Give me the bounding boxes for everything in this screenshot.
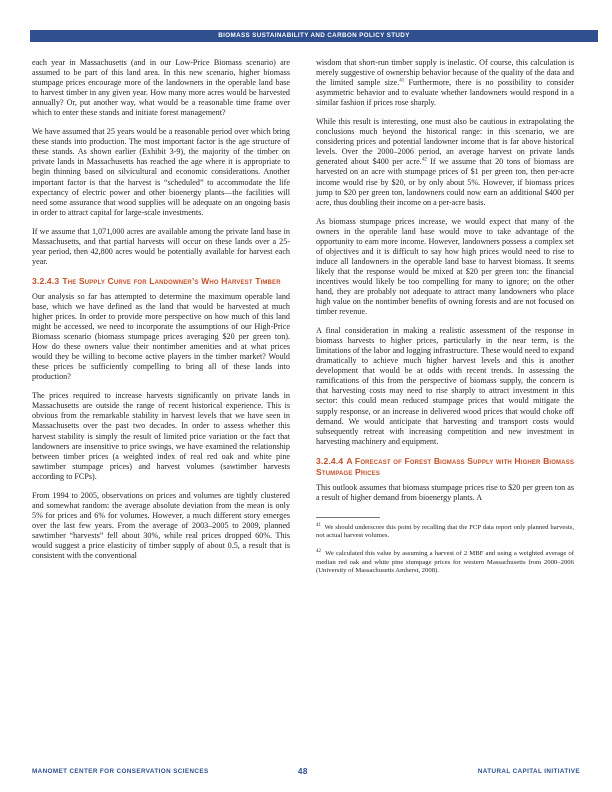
- footnote-text: We should underscore this point by recalling that the FCP data report only planned harvests, not actual harvest volumes.: [316, 523, 574, 540]
- section-title: A Forecast of Forest Biomass Supply with Higher Biomass Stumpage Prices: [316, 455, 574, 477]
- footnote-ref: 42: [421, 157, 427, 163]
- footnote: [316, 550, 574, 576]
- section-number: 3.2.4.4: [316, 455, 344, 466]
- paragraph: [316, 117, 574, 207]
- paragraph-text: Furthermore, there is no possibility to consider asymmetric behavior and to evaluate whether landowners would respond in a similar fashion if prices rose sharply.: [316, 78, 574, 108]
- paragraph: As biomass stumpage prices increase, we would expect that many of the owners in the operable land base would move to take advantage of the opportunity to earn more income. However, landowners possess a complex set of objectives and it is difficult to say how high prices would need to rise to induce all landowners in the operable land base to harvest biomass. It seems likely that the response would be mixed at $20 per green ton: the financial incentives would likely be too compelling for many to ignore; on the other hand, they are probably not adequate to attract many landowners who place high value on the nontimber benefits of owning forests and are not focused on timber revenue.: [316, 216, 574, 317]
- section-title: The Supply Curve for Landowner’s Who Harvest Timber: [62, 275, 281, 286]
- paragraph: This outlook assumes that biomass stumpage prices rise to $20 per green ton as a result of higher demand from bioenergy plants. A: [316, 482, 574, 502]
- paragraph-text: wisdom that short-run timber supply is inelastic. Of course, this calculation is merely suggestive of ownership behavior because of the quality of the data and the limited sample size.: [316, 58, 574, 88]
- paragraph: If we assume that 1,071,000 acres are available among the private land base in Massachusetts, and that partial harvests will occur on these lands over a 25-year period, then 42,800 acres would be potentially available for harvest each year.: [32, 226, 290, 266]
- page-footer: [32, 768, 580, 778]
- paragraph-text: If we assume that 20 tons of biomass are harvested on an acre with stumpage prices of $1 per green ton, then per-acre income would rise by $20, or by only about 5%. However, if biomass prices jump to $20 per green ton, landowners could now earn an additional $400 per acre, thus doubling their income on a per-acre basis.: [316, 157, 574, 207]
- paragraph: A final consideration in making a realistic assessment of the response in biomass harvests to higher prices, particularly in the near term, is the limitations of the labor and logging infrastructure. These would need to expand dramatically to achieve much higher harvest levels and this is another development that would be at odds with recent trends. In assessing the ramifications of this from the perspective of biomass supply, the concern is that harvesting costs may need to rise sharply to attract investment in this sector: this could mean reduced stumpage prices that would mitigate the supply response, or an increase in delivered wood prices that would choke off demand. We would anticipate that harvesting and transport costs would subsequently retreat with increasing competition and new investment in harvesting machinery and equipment.: [316, 326, 574, 446]
- footnote-divider: [316, 517, 380, 518]
- section-heading: [32, 276, 290, 287]
- paragraph: [316, 58, 574, 108]
- running-header: BIOMASS SUSTAINABILITY AND CARBON POLICY STUDY: [30, 30, 598, 42]
- footer-initiative: NATURAL CAPITAL INITIATIVE: [477, 768, 580, 775]
- footnote: [316, 524, 574, 541]
- section-heading: [316, 456, 574, 478]
- section-number: 3.2.4.3: [32, 275, 60, 286]
- right-column: [316, 58, 574, 585]
- footnote-ref: 41: [399, 78, 405, 84]
- paragraph: From 1994 to 2005, observations on prices and volumes are tightly clustered and somewhat random: the average absolute deviation from the mean is only 5% for prices and 6% for volumes. However, a much different story emerges over the last few years. From the average of 2003–2005 to 2009, planned sawtimber “harvests” fell about 30%, while real prices dropped 60%. This would suggest a price elasticity of timber supply of about 0.5, a result that is consistent with the conventional: [32, 490, 290, 561]
- paragraph: Our analysis so far has attempted to determine the maximum operable land base, which we have defined as the land that would be harvested at much higher prices. In order to provide more perspective on how much of this land might be accessed, we need to incorporate the assumptions of our High-Price Biomass scenario (biomass stumpage prices averaging $20 per green ton). How do these owners value their nontimber amenities and at what prices would they be willing to become active players in the timber market? Would these prices be sufficiently compelling to bring all of these lands into production?: [32, 291, 290, 382]
- paragraph: The prices required to increase harvests significantly on private lands in Massachusetts are outside the range of recent historical experience. This is obvious from the remarkable stability in harvest levels that we have seen in Massachusetts over the past two decades. In order to assess whether this harvest stability is simply the result of limited price variation or the fact that landowners are insensitive to price swings, we have examined the relationship between timber prices (a weighted index of real red oak and white pine sawtimber stumpage prices) and harvest volumes (sawtimber harvests according to FCPs).: [32, 391, 290, 481]
- paragraph-text: While this result is interesting, one must also be cautious in extrapolating the conclusions much beyond the historical range: in this scenario, we are considering prices and potential landowner income that is far above historical levels. Over the 2000–2006 period, an average harvest on private lands generated about $400 per acre.: [316, 117, 574, 167]
- left-column: [32, 58, 290, 570]
- footer-organization: MANOMET CENTER FOR CONSERVATION SCIENCES: [32, 768, 209, 775]
- footnote-number: 42: [316, 548, 321, 554]
- paragraph: We have assumed that 25 years would be a reasonable period over which bring these stands into production. The most important factor is the age structure of these stands. As shown earlier (Exhibit 3-9), the majority of the timber on private lands in Massachusetts has reached the age where it is appropriate to begin thinning based on silvicultural and economic considerations. Another important factor is that the harvest is “scheduled” to accommodate the life expectancy of electric power and other bioenergy plants—the facilities will need some assurance that wood supplies will be adequate on an ongoing basis in order to attract capital for large-scale investments.: [32, 127, 290, 217]
- footnote-text: We calculated this value by assuming a harvest of 2 MBF and using a weighted average of median red oak and white pine stumpage prices for western Massachusetts from 2000–2006 (University of Massachusetts Amherst, 2008).: [316, 549, 574, 575]
- footnote-number: 41: [316, 522, 321, 528]
- paragraph: each year in Massachusetts (and in our Low-Price Biomass scenario) are assumed to be part of this land area. In this new scenario, higher biomass stumpage prices encourage more of the landowners in the operable land base to harvest timber in any given year. How many more acres would be harvested annually? Or, put another way, what would be a reasonable time frame over which to enter these stands and initiate forest management?: [32, 58, 290, 118]
- page-number: 48: [298, 767, 308, 776]
- page-header: [0, 0, 612, 44]
